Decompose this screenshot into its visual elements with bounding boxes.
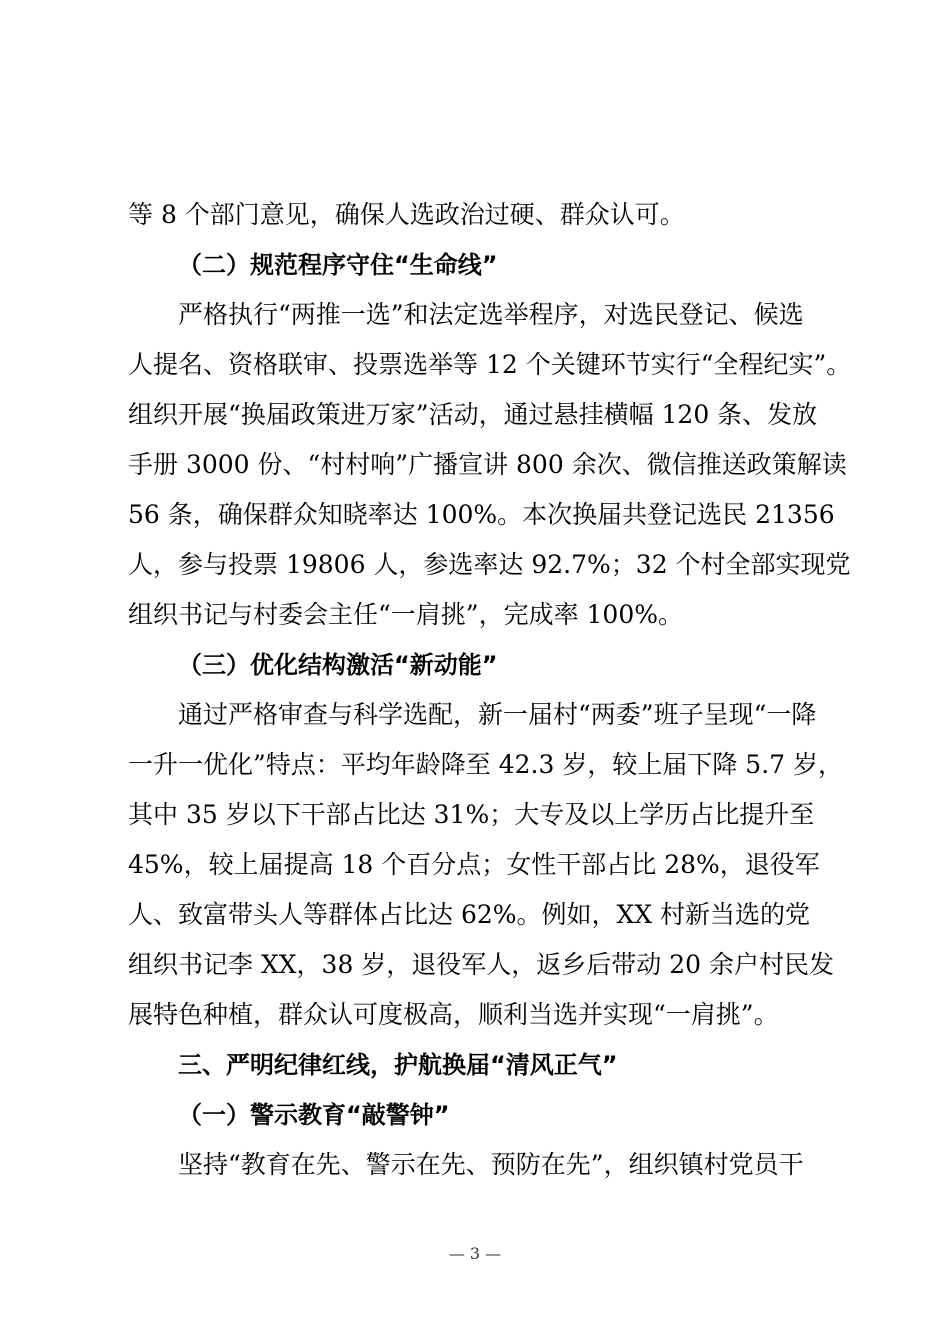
paragraph-line: 等 8 个部门意见，确保人选政治过硬、群众认可。 [128,200,685,229]
paragraph-line: 严格执行“两推一选”和法定选举程序，对选民登记、候选 [178,300,804,329]
section-heading: （三）优化结构激活“新动能” [178,651,498,679]
paragraph-line: 组织开展“换届政策进万家”活动，通过悬挂横幅 120 条、发放 [128,400,818,429]
paragraph-line: 通过严格审查与科学选配，新一届村“两委”班子呈现“一降 [178,700,817,729]
paragraph-line: 45%，较上届提高 18 个百分点；女性干部占比 28%，退役军 [128,850,820,879]
section-heading: （二）规范程序守住“生命线” [178,251,498,279]
paragraph-line: 人、致富带头人等群体占比达 62%。例如，XX 村新当选的党 [128,900,811,929]
paragraph-line: 其中 35 岁以下干部占比达 31%；大专及以上学历占比提升至 [128,800,815,829]
paragraph-line: 一升一优化”特点：平均年龄降至 42.3 岁，较上届下降 5.7 岁， [128,750,843,779]
paragraph-line: 人，参与投票 19806 人，参选率达 92.7%；32 个村全部实现党 [128,550,851,579]
chapter-heading: 三、严明纪律红线，护航换届“清风正气” [178,1051,618,1079]
document-body [128,190,852,1190]
paragraph-line: 人提名、资格联审、投票选举等 12 个关键环节实行“全程纪实”。 [128,350,852,379]
paragraph-line: 组织书记李 XX，38 岁，退役军人，返乡后带动 20 余户村民发 [128,950,835,979]
page-number: — 3 — [448,1244,502,1263]
paragraph-line: 手册 3000 份、“村村响”广播宣讲 800 余次、微信推送政策解读 [128,450,847,479]
paragraph-line: 坚持“教育在先、警示在先、预防在先”，组织镇村党员干 [178,1150,804,1179]
section-heading: （一）警示教育“敲警钟” [178,1101,450,1129]
paragraph-line: 组织书记与村委会主任“一肩挑”，完成率 100%。 [128,600,683,629]
paragraph-line: 展特色种植，群众认可度极高，顺利当选并实现“一肩挑”。 [128,1000,779,1029]
paragraph-line: 56 条，确保群众知晓率达 100%。本次换届共登记选民 21356 [128,500,835,529]
